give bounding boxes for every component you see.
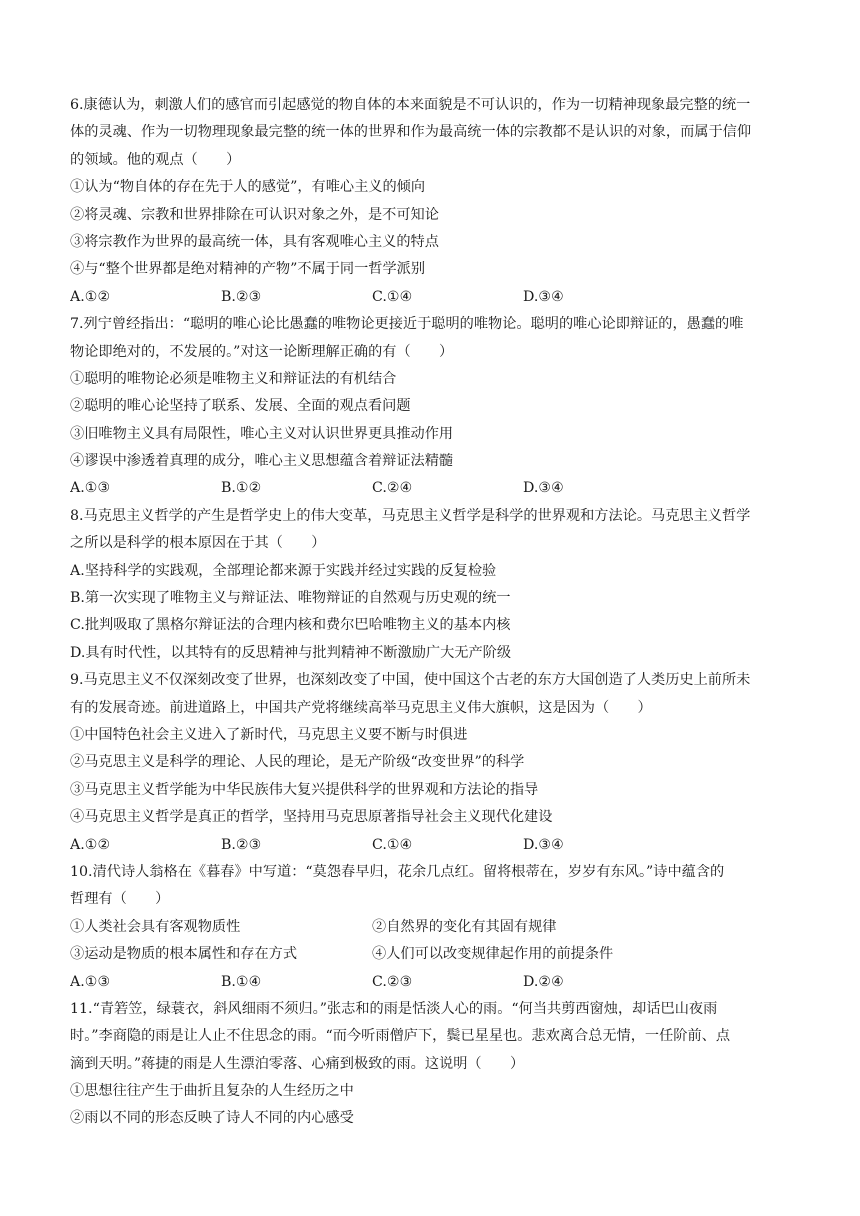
statement-item: ④人们可以改变规律起作用的前提条件	[372, 946, 614, 963]
statement-item: ②雨以不同的形态反映了诗人不同的内心感受	[70, 1110, 354, 1127]
option-d: D.③④	[523, 836, 564, 853]
question-stem-line: 物论即绝对的，不发展的。”对这一论断理解正确的有（ ）	[70, 343, 454, 360]
question-stem-line: 之所以是科学的根本原因在于其（ ）	[70, 535, 326, 552]
question-stem-line: 6.康德认为，刺激人们的感官而引起感觉的物自体的本来面貌是不可认识的，作为一切精神现象最完整的统一	[70, 97, 751, 113]
option-a: A.①③	[70, 480, 111, 497]
question-stem-line: 9.马克思主义不仅深刻改变了世界，也深刻改变了中国，使中国这个古老的东方大国创造了人类历史上前所未	[70, 672, 751, 689]
option-c: C.①④	[372, 288, 413, 305]
option-c: C.②④	[372, 480, 413, 497]
statement-pair-row	[70, 914, 795, 941]
question-10	[70, 859, 795, 996]
option-c: C.②③	[372, 973, 413, 990]
question-9	[70, 667, 795, 859]
option-d: D.③④	[523, 480, 564, 497]
option-b: B.②③	[221, 836, 262, 853]
statement-item: ②自然界的变化有其固有规律	[372, 918, 557, 935]
statement-item: ③旧唯物主义具有局限性，唯心主义对认识世界更具推动作用	[70, 425, 454, 442]
statement-item: ①聪明的唯物论必须是唯物主义和辩证法的有机结合	[70, 370, 397, 387]
statement-item: ②马克思主义是科学的理论、人民的理论，是无产阶级“改变世界”的科学	[70, 754, 525, 771]
option-d: D.③④	[523, 288, 564, 305]
option-a: A.①②	[70, 836, 111, 853]
answer-options	[70, 475, 795, 502]
statement-item: ③马克思主义哲学能为中华民族伟大复兴提供科学的世界观和方法论的指导	[70, 781, 539, 798]
statement-item: ①人类社会具有客观物质性	[70, 918, 241, 935]
option-d: D.②④	[523, 973, 564, 990]
question-stem-line: 体的灵魂、作为一切物理现象最完整的统一体的世界和作为最高统一体的宗教都不是认识的对象，而属于信仰	[70, 124, 752, 141]
option-a: A.①②	[70, 288, 111, 305]
question-stem-line: 的领域。他的观点（ ）	[70, 151, 241, 168]
statement-item: ④与“整个世界都是绝对精神的产物”不属于同一哲学派别	[70, 261, 426, 278]
statement-item: ③运动是物质的根本属性和存在方式	[70, 946, 298, 963]
question-stem-line: 11.“青箬笠，绿蓑衣，斜风细雨不须归。”张志和的雨是恬淡人心的雨。“何当共剪西窗烛，却话巴山夜雨	[70, 1000, 718, 1017]
statement-item: ②聪明的唯心论坚持了联系、发展、全面的观点看问题	[70, 398, 411, 415]
answer-options	[70, 284, 795, 311]
statement-item: ①中国特色社会主义进入了新时代，马克思主义要不断与时俱进	[70, 726, 468, 743]
question-stem-line: 10.清代诗人翁格在《暮春》中写道：“莫怨春早归，花余几点红。留将根蒂在，岁岁有东风。”诗中蕴含的	[70, 863, 725, 880]
option-b: B.①④	[221, 973, 262, 990]
question-7	[70, 311, 795, 503]
question-stem-line: 7.列宁曾经指出：“聪明的唯心论比愚蠢的唯物论更接近于聪明的唯物论。聪明的唯心论即辩证的，愚蠢的唯	[70, 316, 744, 333]
statement-item: ④马克思主义哲学是真正的哲学，坚持用马克思原著指导社会主义现代化建设	[70, 809, 553, 826]
statement-item: ②将灵魂、宗教和世界排除在可认识对象之外，是不可知论	[70, 206, 439, 223]
option-a: A.坚持科学的实践观，全部理论都来源于实践并经过实践的反复检验	[70, 562, 497, 579]
statement-item: ①思想往往产生于曲折且复杂的人生经历之中	[70, 1083, 354, 1100]
question-stem-line: 8.马克思主义哲学的产生是哲学史上的伟大变革，马克思主义哲学是科学的世界观和方法论。马克思主义哲学	[70, 507, 751, 524]
option-b: B.①②	[221, 480, 262, 497]
question-8	[70, 503, 795, 667]
option-d: D.具有时代性，以其特有的反思精神与批判精神不断激励广大无产阶级	[70, 644, 512, 661]
option-c: C.①④	[372, 836, 413, 853]
question-list	[70, 92, 795, 1133]
option-c: C.批判吸取了黑格尔辩证法的合理内核和费尔巴哈唯物主义的基本内核	[70, 617, 511, 634]
question-stem-line: 有的发展奇迹。前进道路上，中国共产党将继续高举马克思主义伟大旗帜，这是因为（ ）	[70, 699, 652, 716]
answer-options	[70, 832, 795, 859]
statement-pair-row	[70, 941, 795, 968]
option-a: A.①③	[70, 973, 111, 990]
statement-item: ④谬误中渗透着真理的成分，唯心主义思想蕴含着辩证法精髓	[70, 453, 454, 470]
question-stem-line: 哲理有（ ）	[70, 891, 170, 908]
answer-options	[70, 969, 795, 996]
statement-item: ①认为“物自体的存在先于人的感觉”，有唯心主义的倾向	[70, 179, 426, 196]
statement-item: ③将宗教作为世界的最高统一体，具有客观唯心主义的特点	[70, 233, 439, 250]
question-stem-line: 滴到天明。”蒋捷的雨是人生漂泊零落、心痛到极致的雨。这说明（ ）	[70, 1055, 525, 1072]
question-11	[70, 996, 795, 1133]
option-b: B.第一次实现了唯物主义与辩证法、唯物辩证的自然观与历史观的统一	[70, 590, 511, 607]
question-6	[70, 92, 795, 311]
question-stem-line: 时。”李商隐的雨是让人止不住思念的雨。“而今听雨僧庐下，鬓已星星也。悲欢离合总无情，一任阶前、点	[70, 1028, 731, 1045]
option-b: B.②③	[221, 288, 262, 305]
